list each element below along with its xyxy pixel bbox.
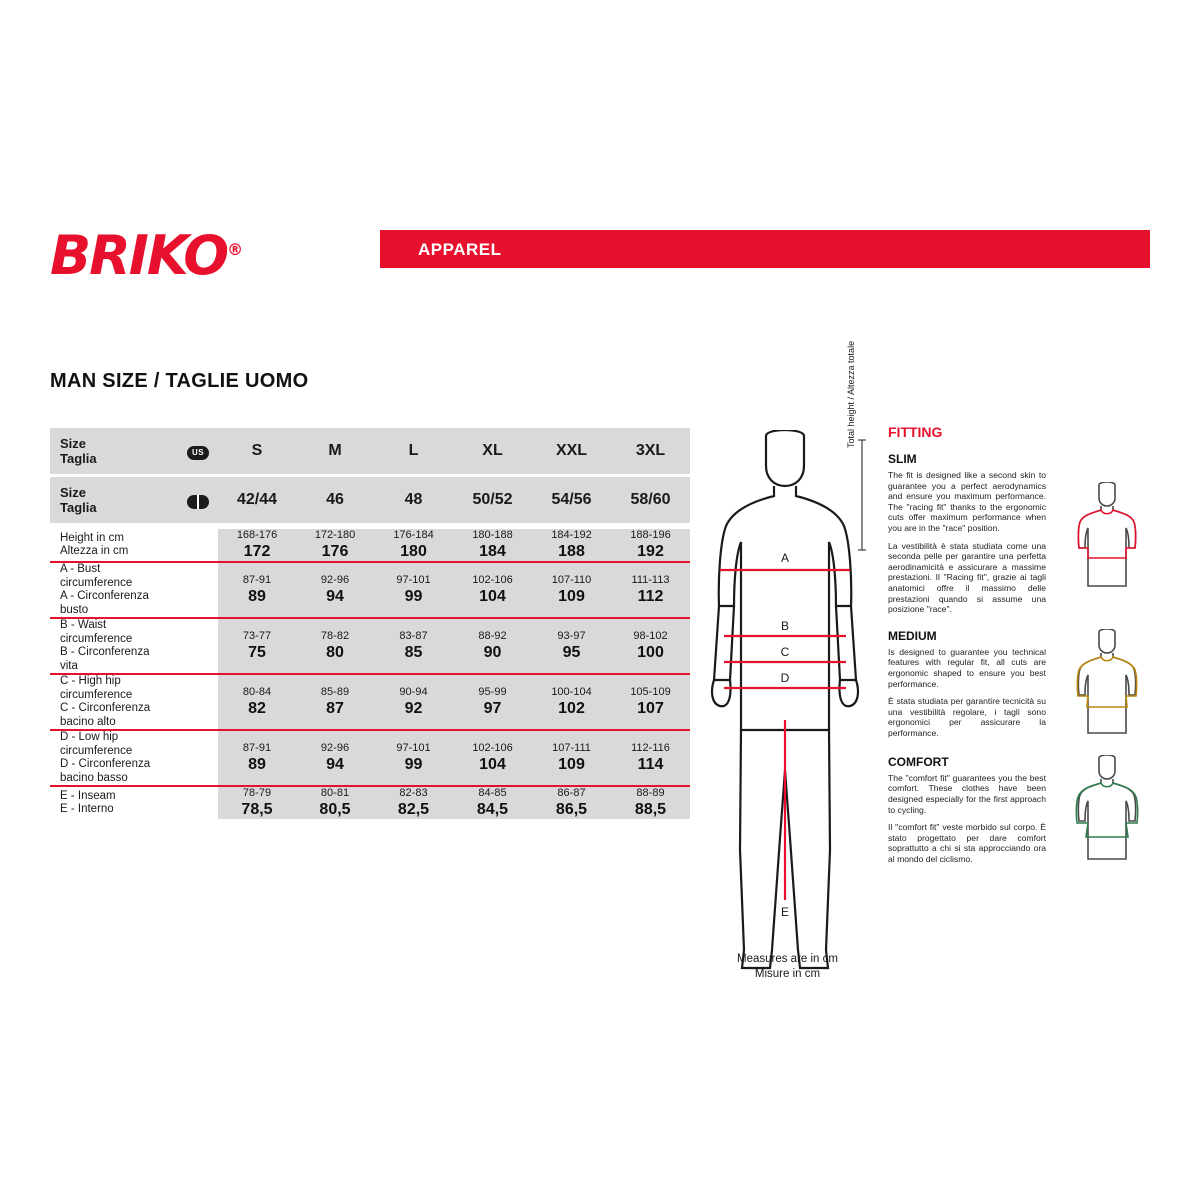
row-label-line: circumference (60, 744, 133, 757)
flag-us-cell (178, 428, 218, 474)
marker-c-label: C (780, 645, 790, 659)
cell-waist-m: 78-82 80 (296, 619, 374, 673)
size-us-m: M (296, 428, 374, 474)
figure-caption-it: Misure in cm (754, 968, 821, 980)
fitting-text-comfort-it: Il "comfort fit" veste morbido sul corpo. È stato progettato per dare comfort soprattutto a chi si sta approcciando ora al mondo del ciclismo. (888, 822, 1046, 864)
cell-inseam-3xl: 88-89 88,5 (611, 787, 690, 819)
row-flag-gap (178, 563, 218, 617)
apparel-strip (380, 230, 1150, 268)
marker-b-label: B (780, 619, 790, 633)
table-row (50, 787, 690, 819)
body-measurement-figure (700, 430, 870, 990)
flag-it-cell (178, 477, 218, 523)
size-it-3xl: 58/60 (611, 477, 690, 523)
cell-highhip-m: 85-89 87 (296, 675, 374, 729)
cell-lowhip-m: 92-96 94 (296, 731, 374, 785)
row-label-line: A - Bust (60, 563, 101, 575)
fitting-text-slim-en: The fit is designed like a second skin to guarantee you a perfect aerodynamics and ensure you maximum performance. The "racing fit" thanks to the ergonomic cuts offer maximum performance when you are in the "race" position. (888, 470, 1046, 533)
size-us-l: L (374, 428, 453, 474)
row-label-line: bacino basso (60, 771, 128, 784)
size-it-s: 42/44 (218, 477, 296, 523)
figure-caption (700, 952, 875, 982)
table-header-us (50, 428, 690, 474)
cell-height-m: 172-180 176 (296, 529, 374, 561)
logo-text: BRIKO (50, 224, 228, 287)
cell-bust-3xl: 111-113 112 (611, 563, 690, 617)
header-label-size (50, 428, 178, 474)
slim-fit-figure-icon (1061, 482, 1153, 592)
cell-waist-3xl: 98-102 100 (611, 619, 690, 673)
size-it-l: 48 (374, 477, 453, 523)
header-label-en-2: Size (60, 485, 87, 500)
row-label-line: circumference (60, 576, 133, 589)
row-label-high-hip (50, 675, 178, 729)
row-flag-gap (178, 529, 218, 561)
cell-highhip-xxl: 100-104 102 (532, 675, 611, 729)
cell-lowhip-xxl: 107-111 109 (532, 731, 611, 785)
cell-highhip-l: 90-94 92 (374, 675, 453, 729)
cell-height-s: 168-176 172 (218, 529, 296, 561)
cell-highhip-s: 80-84 82 (218, 675, 296, 729)
fitting-text-medium-it: È stata studiata per garantire tecnicità su una vestibilità regolare, i tagli sono ergonomici per assicurare la performance. (888, 696, 1046, 738)
cell-highhip-3xl: 105-109 107 (611, 675, 690, 729)
cell-bust-m: 92-96 94 (296, 563, 374, 617)
us-flag-icon: US (187, 446, 209, 460)
apparel-label: APPAREL (418, 240, 502, 259)
row-flag-gap (178, 731, 218, 785)
cell-bust-xxl: 107-110 109 (532, 563, 611, 617)
cell-waist-s: 73-77 75 (218, 619, 296, 673)
size-us-xl: XL (453, 428, 532, 474)
row-label-line: circumference (60, 632, 133, 645)
briko-logo (50, 220, 241, 286)
size-us-3xl: 3XL (611, 428, 690, 474)
fitting-block-medium (888, 629, 1153, 741)
table-row (50, 731, 690, 785)
registered-mark: ® (227, 240, 242, 259)
cell-inseam-xl: 84-85 84,5 (453, 787, 532, 819)
fitting-section (888, 424, 1153, 881)
marker-a-label: A (780, 551, 790, 565)
fitting-block-slim (888, 452, 1153, 615)
marker-e-label: E (780, 905, 790, 919)
table-row (50, 563, 690, 617)
cell-lowhip-s: 87-91 89 (218, 731, 296, 785)
figure-caption-en: Measures are in cm (737, 953, 838, 965)
cell-bust-xl: 102-106 104 (453, 563, 532, 617)
row-label-line: B - Waist (60, 619, 107, 631)
size-us-s: S (218, 428, 296, 474)
row-label-line: vita (60, 659, 78, 672)
size-table-grid (50, 428, 690, 819)
row-label-waist (50, 619, 178, 673)
row-label-line: B - Circonferenza (60, 646, 150, 658)
header-label-size-it (50, 477, 178, 523)
fitting-heading-slim: SLIM (888, 452, 917, 466)
header-label-it: Taglia (60, 451, 97, 466)
row-label-line: E - Inseam (60, 789, 116, 802)
cell-highhip-xl: 95-99 97 (453, 675, 532, 729)
row-label-line: Altezza in cm (60, 545, 129, 557)
size-table (50, 428, 690, 819)
cell-inseam-xxl: 86-87 86,5 (532, 787, 611, 819)
size-it-xl: 50/52 (453, 477, 532, 523)
fitting-text-comfort-en: The "comfort fit" guarantees you the best comfort. These clothes have been designed especially for the first approach to cycling. (888, 772, 1046, 815)
cell-bust-s: 87-91 89 (218, 563, 296, 617)
row-label-line: C - Circonferenza (60, 702, 151, 714)
row-label-line: C - High hip (60, 675, 121, 687)
brand-header (50, 220, 1150, 287)
header-label-en: Size (60, 436, 87, 451)
cell-waist-xxl: 93-97 95 (532, 619, 611, 673)
comfort-fit-figure-icon (1061, 755, 1153, 865)
marker-d-label: D (780, 671, 790, 685)
row-label-line: bacino alto (60, 715, 116, 728)
row-label-inseam (50, 787, 178, 819)
cell-lowhip-l: 97-101 99 (374, 731, 453, 785)
page-title: MAN SIZE / TAGLIE UOMO (50, 370, 309, 392)
cell-lowhip-3xl: 112-116 114 (611, 731, 690, 785)
cell-waist-xl: 88-92 90 (453, 619, 532, 673)
row-flag-gap (178, 675, 218, 729)
header-label-it-2: Taglia (60, 500, 97, 515)
fitting-heading-medium: MEDIUM (888, 628, 937, 643)
cell-height-3xl: 188-196 192 (611, 529, 690, 561)
table-header-it (50, 477, 690, 523)
row-label-line: circumference (60, 688, 133, 701)
fitting-block-comfort (888, 755, 1153, 867)
cell-inseam-l: 82-83 82,5 (374, 787, 453, 819)
row-label-line: busto (60, 603, 89, 616)
row-label-line: A - Circonferenza (60, 590, 149, 602)
row-flag-gap (178, 619, 218, 673)
row-flag-gap (178, 787, 218, 819)
medium-fit-figure-icon (1061, 629, 1153, 739)
cell-inseam-s: 78-79 78,5 (218, 787, 296, 819)
size-us-xxl: XXL (532, 428, 611, 474)
size-it-xxl: 54/56 (532, 477, 611, 523)
cell-lowhip-xl: 102-106 104 (453, 731, 532, 785)
row-label-low-hip (50, 731, 178, 785)
total-height-label: Total height / Altezza totale (846, 340, 856, 448)
cell-bust-l: 97-101 99 (374, 563, 453, 617)
table-row (50, 619, 690, 673)
row-label-line: D - Circonferenza (60, 758, 151, 770)
fitting-heading-comfort: COMFORT (888, 754, 949, 769)
cell-waist-l: 83-87 85 (374, 619, 453, 673)
cell-inseam-m: 80-81 80,5 (296, 787, 374, 819)
cell-height-xxl: 184-192 188 (532, 529, 611, 561)
male-body-diagram (700, 430, 870, 990)
row-label-height (50, 529, 178, 561)
row-label-line: E - Interno (60, 803, 114, 815)
table-row (50, 675, 690, 729)
row-label-line: Height in cm (60, 531, 124, 544)
table-row (50, 529, 690, 561)
row-label-line: D - Low hip (60, 731, 119, 743)
fitting-title: FITTING (888, 424, 943, 440)
size-it-m: 46 (296, 477, 374, 523)
fitting-text-medium-en: Is designed to guarantee you technical features with regular fit, all cuts are ergonomic shaped to ensure you best performance. (888, 646, 1046, 689)
it-flag-icon (187, 495, 209, 509)
fitting-text-slim-it: La vestibilità è stata studiata come una seconda pelle per garantire una perfetta aerodinamicità e assicurare a massime prestazioni. Il "Racing fit", grazie ai tagli anatomici offre il massimo delle prestazioni quando si assume una posizione "race". (888, 540, 1046, 615)
cell-height-l: 176-184 180 (374, 529, 453, 561)
row-label-bust (50, 563, 178, 617)
cell-height-xl: 180-188 184 (453, 529, 532, 561)
